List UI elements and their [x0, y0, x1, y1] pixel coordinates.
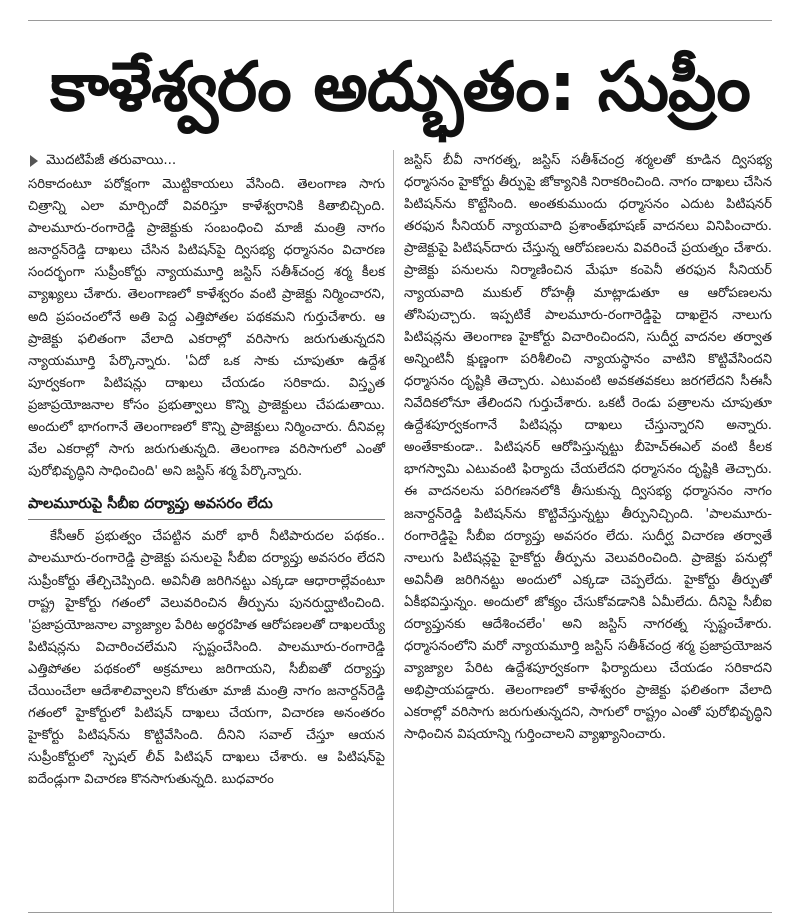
subheading: పాలమూరుపై సీబీఐ దర్యాప్తు అవసరం లేదు	[28, 493, 385, 520]
top-rule	[28, 20, 772, 21]
right-column	[393, 150, 772, 912]
bottom-rule	[28, 912, 772, 913]
left-column	[28, 150, 393, 912]
left-paragraph-2: కేసీఆర్ ప్రభుత్వం చేపట్టిన మరో భారీ నీటిపారుదల పథకం.. పాలమూరు-రంగారెడ్డి ప్రాజెక్టు పనులపై సీబీఐ దర్యాప్తు అవసరం లేదని సుప్రీంకోర్టు తేల్చిచెప్పింది. అవినీతి జరిగినట్టు ఎక్కడా ఆధారాల్లేవంటూ రాష్ట్ర హైకోర్టు గతంలో వెలువరించిన తీర్పును పునరుద్ఘాటించింది. 'ప్రజాప్రయోజనాల వ్యాజ్యాల పేరిట అర్థరహిత ఆరోపణలతో దాఖలయ్యే పిటిషన్లను విచారించలేమని స్పష్టంచేసింది. పాలమూరు-రంగారెడ్డి ఎత్తిపోతల పథకంలో అక్రమాలు జరిగాయని, సీబీఐతో దర్యాప్తు చేయించేలా ఆదేశాలివ్వాలని కోరుతూ మాజీ మంత్రి నాగం జనార్దన్‌రెడ్డి గతంలో హైకోర్టులో పిటిషన్ దాఖలు చేయగా, విచారణ అనంతరం హైకోర్టు పిటిషన్‌ను కొట్టివేసింది. దీనిని సవాల్ చేస్తూ ఆయన సుప్రీంకోర్టులో స్పెషల్ లీవ్ పిటిషన్ దాఖలు చేశారు. ఆ పిటిషన్‌పై ఐదేండ్లుగా విచారణ కొనసాగుతున్నది. బుధవారం	[28, 529, 385, 788]
left-paragraph-1: సరికాదంటూ పరోక్షంగా మొట్టికాయలు వేసింది. తెలంగాణ సాగు చిత్రాన్ని ఎలా మార్చిందో వివరిస్తూ కాళేశ్వరానికి కితాబిచ్చింది. పాలమూరు-రంగారెడ్డి ప్రాజెక్టుకు సంబంధించి మాజీ మంత్రి నాగం జనార్దన్‌రెడ్డి దాఖలు చేసిన పిటిషన్‌పై ద్విసభ్య ధర్మాసనం విచారణ సందర్భంగా సుప్రీంకోర్టు న్యాయమూర్తి జస్టిస్ సతీశ్‌చంద్ర శర్మ కీలక వ్యాఖ్యలు చేశారు. తెలంగాణలో కాళేశ్వరం వంటి ప్రాజెక్టు నిర్మించారని, అది ప్రపంచంలోనే అతి పెద్ద ఎత్తిపోతల పథకమని గుర్తుచేశారు. ఆ ప్రాజెక్టు ఫలితంగా వేలాది ఎకరాల్లో వరిసాగు జరుగుతున్నదని న్యాయమూర్తి పేర్కొన్నారు. 'ఏదో ఒక సాకు చూపుతూ ఉద్దేశ పూర్వకంగా పిటిషన్లు దాఖలు చేయడం సరికాదు. విస్తృత ప్రజాప్రయోజనాల కోసం ప్రభుత్వాలు కొన్ని ప్రాజెక్టులు చేపడుతాయి. అందులో భాగంగానే తెలంగాణలో కొన్ని ప్రాజెక్టులు నిర్మించారు. దీనివల్ల వేల ఎకరాల్లో సాగు జరుగుతున్నది. తెలంగాణ వరిసాగులో ఎంతో పురోభివృద్ధిని సాధించింది' అని జస్టిస్ శర్మ పేర్కొన్నారు.	[28, 177, 385, 480]
triangle-pointer-icon	[30, 155, 38, 167]
continuation-kicker	[28, 150, 385, 172]
headline: కాళేశ్వరం అద్భుతం: సుప్రీం	[50, 48, 750, 127]
kicker-text: మొదటిపేజీ తరువాయి...	[46, 151, 177, 168]
right-paragraph-1: జస్టిస్ బీవీ నాగరత్న, జస్టిస్ సతీశ్‌చంద్ర శర్మలతో కూడిన ద్విసభ్య ధర్మాసనం హైకోర్టు తీర్పుపై జోక్యానికి నిరాకరించింది. నాగం దాఖలు చేసిన పిటిషన్‌ను కొట్టేసింది. అంతకుముందు ధర్మాసనం ఎదుట పిటిషనర్ తరఫున సీనియర్ న్యాయవాది ప్రశాంత్‌భూషణ్ వాదనలు వినిపించారు. ప్రాజెక్టుపై పిటిషన్‌దారు చేస్తున్న ఆరోపణలను వివరించే ప్రయత్నం చేశారు. ప్రాజెక్టు పనులను నిర్మాణించిన మేఘా కంపెనీ తరఫున సీనియర్ న్యాయవాది ముకుల్ రోహత్గీ మాట్లాడుతూ ఆ ఆరోపణలను తోసిపుచ్చారు. ఇప్పటికే పాలమూరు-రంగారెడ్డిపై దాఖలైన నాలుగు పిటిషన్లను తెలంగాణ హైకోర్టు విచారించిందని, సుదీర్ఘ వాదనల తర్వాత అన్నింటినీ క్షుణ్ణంగా పరిశీలించి న్యాయస్థానం వాటిని కొట్టివేసిందని ధర్మాసనం దృష్టికి తెచ్చారు. ఎటువంటి అవకతవకలు జరగలేదని సీఈసీ నివేదికలోనూ తేలిందని గుర్తుచేశారు. ఒకటీ రెండు పత్రాలను చూపుతూ ఉద్దేశపూర్వకంగానే పిటిషన్లు దాఖలు చేస్తున్నారని అన్నారు. అంతేకాకుండా.. పిటిషనర్ ఆరోపిస్తున్నట్టు బీహెచ్‌ఈఎల్ వంటి కీలక భాగస్వామి ఎటువంటి ఫిర్యాదు చేయలేదని ధర్మాసనం దృష్టికి తెచ్చారు. ఈ వాదనలను పరిగణనలోకి తీసుకున్న ద్విసభ్య ధర్మాసనం నాగం జనార్దన్‌రెడ్డి పిటిషన్‌ను కొట్టివేస్తున్నట్టు తీర్పునిచ్చింది. 'పాలమూరు-రంగారెడ్డిపై సీబీఐ దర్యాప్తు అవసరం లేదు. సుదీర్ఘ విచారణ తర్వాతే నాలుగు పిటిషన్లపై హైకోర్టు తీర్పును వెలువరించింది. ప్రాజెక్టు పనుల్లో అవినీతి జరిగినట్టు అందులో ఎక్కడా చెప్పలేదు. హైకోర్టు తీర్పుతో ఏకీభవిస్తున్నం. అందులో జోక్యం చేసుకోవడానికి ఏమీలేదు. దీనిపై సీబీఐ దర్యాప్తునకు ఆదేశించలేం' అని జస్టిస్ నాగరత్న స్పష్టంచేశారు. ధర్మాసనంలోని మరో న్యాయమూర్తి జస్టిస్ సతీశ్‌చంద్ర శర్మ ప్రజాప్రయోజన వ్యాజ్యాల పేరిట ఉద్దేశపూర్వకంగా ఫిర్యాదులు చేయడం సరికాదని అభిప్రాయపడ్డారు. తెలంగాణలో కాళేశ్వరం ప్రాజెక్టు ఫలితంగా వేలాది ఎకరాల్లో వరిసాగు జరుగుతున్నదని, సాగులో రాష్ట్రం ఎంతో పురోభివృద్ధిని సాధించిన విషయాన్ని గుర్తించాలని వ్యాఖ్యానించారు.	[404, 153, 772, 743]
article-body	[28, 150, 772, 912]
